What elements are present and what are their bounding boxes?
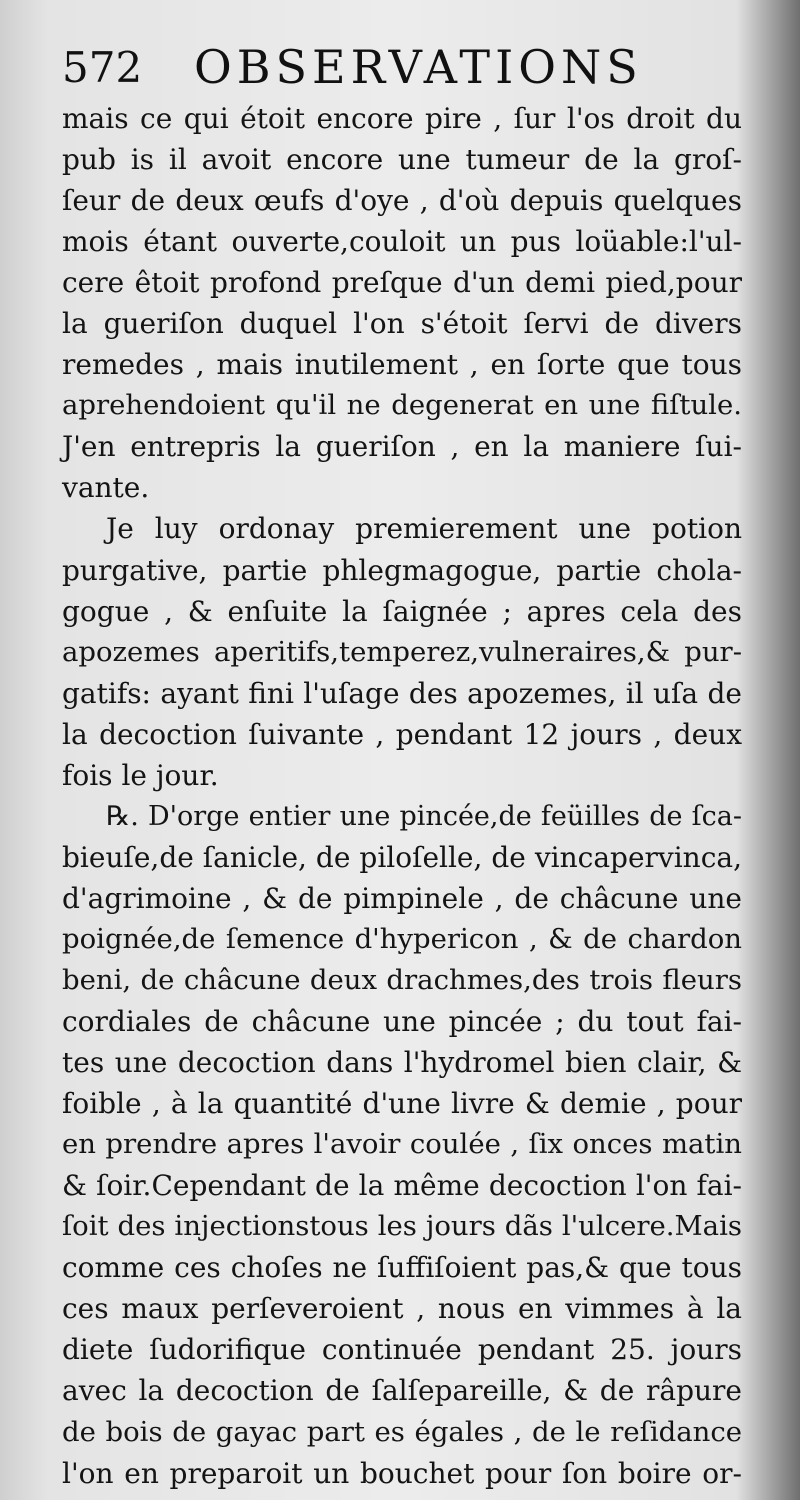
paragraph-start-line: Je luy ordonay premierement une potion (106, 512, 742, 546)
recipe-start-line: ℞. D'orge entier une pincée,de feüilles de ſca- (106, 800, 742, 832)
text-line: gatifs: ayant fini l'uſage des apozemes, il uſa de (62, 676, 742, 710)
text-line: d'agrimoine , & de pimpinele , de châcune une (62, 881, 742, 915)
text-line: tes une decoction dans l'hydromel bien clair, & (62, 1046, 742, 1080)
text-line: l'on en preparoit un bouchet pour ſon boire or- (62, 1456, 742, 1490)
text-line: ſeur de deux œufs d'oye , d'où depuis quelques (62, 184, 742, 218)
text-line: ſoit des injectionstous les jours dãs l'ulcere.Mais (62, 1210, 742, 1243)
text-line: gogue , & enſuite la ſaignée ; apres cela des (62, 594, 742, 628)
text-line: apozemes aperitifs,temperez,vulneraires,& pur- (62, 635, 742, 668)
text-line: avec la decoction de ſalſepareille, & de râpure (62, 1374, 742, 1408)
body-text (62, 98, 742, 1494)
text-line: foible , à la quantité d'une livre & demie , pour (62, 1087, 742, 1121)
text-line: la decoction ſuivante , pendant 12 jours , deux (62, 717, 742, 751)
running-head: OBSERVATIONS (194, 40, 643, 94)
text-line: J'en entrepris la gueriſon , en la maniere ſui- (62, 430, 742, 464)
text-line: aprehendoient qu'il ne degenerat en une fiſtule. (62, 389, 742, 422)
text-line: diete ſudorifique continuée pendant 25. jours (62, 1333, 742, 1367)
text-line: beni, de châcune deux drachmes,des trois fleurs (62, 963, 742, 996)
text-line: de bois de gayac part es égales , de le reſidance (62, 1415, 742, 1448)
text-line: mais ce qui étoit encore pire , ſur l'os droit du (62, 102, 742, 135)
text-line: fois le jour. (62, 758, 219, 792)
text-line: comme ces choſes ne ſuffiſoient pas,& que tous (62, 1251, 742, 1285)
text-line: ces maux perſeveroient , nous en vimmes à la (62, 1292, 742, 1326)
text-line: pub is il avoit encore une tumeur de la groſ- (62, 143, 742, 177)
text-line: purgative, partie phlegmagogue, partie chola- (62, 553, 742, 587)
text-line: & ſoir.Cependant de la même decoction l'on fai- (62, 1169, 742, 1203)
page-number: 572 (62, 43, 143, 92)
text-line: cordiales de châcune une pincée ; du tout fai- (62, 1005, 742, 1039)
page-header (62, 38, 742, 98)
text-line: remedes , mais inutilement , en ſorte que tous (62, 348, 742, 382)
text-line: vante. (62, 471, 150, 505)
text-line: poignée,de ſemence d'hypericon , & de chardon (62, 922, 742, 955)
text-line: la gueriſon duquel l'on s'étoit ſervi de divers (62, 307, 742, 341)
text-line: en prendre apres l'avoir coulée , ſix onces matin (62, 1128, 742, 1161)
text-line: bieuſe,de ſanicle, de piloſelle, de vincapervinca, (62, 840, 742, 874)
text-line: mois étant ouverte,couloit un pus loüable:l'ul- (62, 225, 742, 259)
text-line: cere êtoit profond preſque d'un demi pied,pour (62, 266, 742, 300)
